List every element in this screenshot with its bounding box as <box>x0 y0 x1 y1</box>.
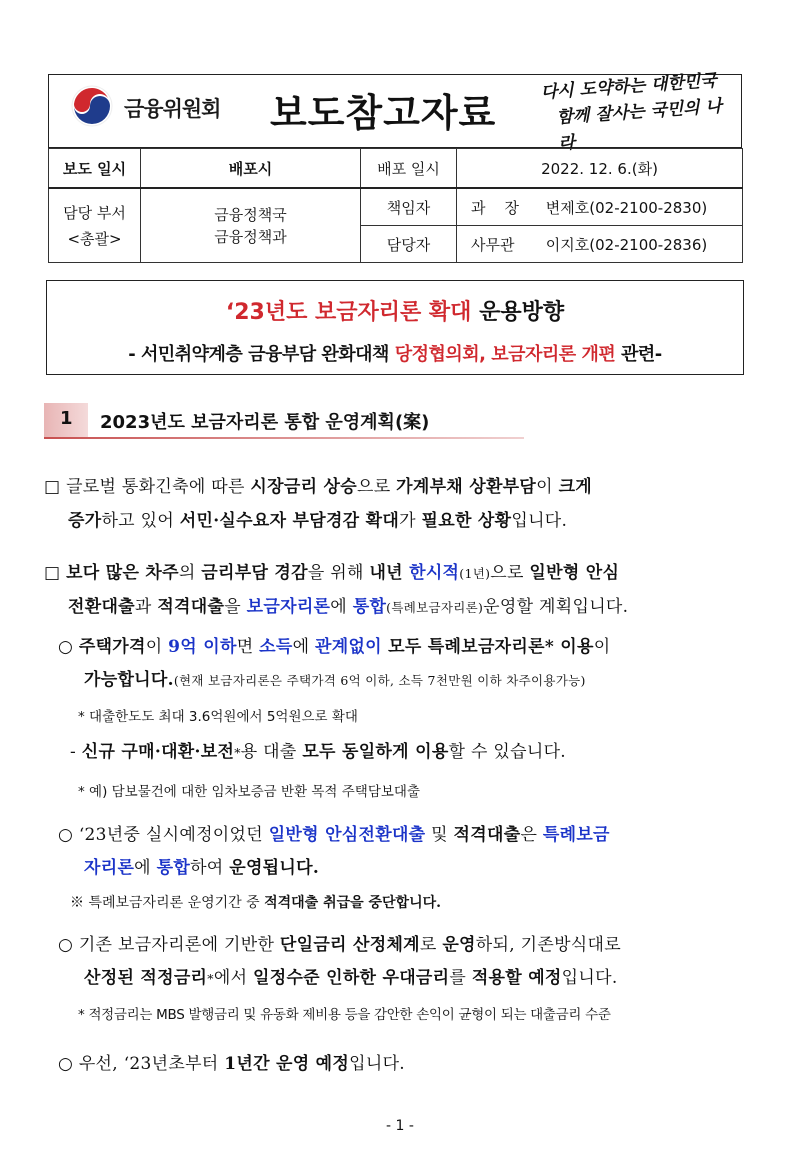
slogan-line2: 함께 잘사는 국민의 나라 <box>555 96 723 154</box>
headline-red: ‘23년도 보금자리론 확대 <box>225 300 472 325</box>
release-label: 보도 일시 <box>49 149 141 189</box>
resp-name: 변제호(02-2100-2830) <box>545 198 708 217</box>
section-underline <box>44 437 524 439</box>
para1-line2: 증가하고 있어 서민·실수요자 부담경감 확대가 필요한 상황입니다. <box>68 511 568 531</box>
subheadline-b: 관련- <box>615 344 662 365</box>
para5-note: ※ 특례보금자리론 운영기간 중 적격대출 취급을 중단합니다. <box>70 895 442 911</box>
section-title: 2023년도 보금자리론 통합 운영계획(案) <box>100 412 430 433</box>
dept-cell <box>141 188 361 263</box>
dept-line2: 금융정책과 <box>214 227 287 246</box>
dept-sub: <총괄> <box>67 229 122 248</box>
dist-value: 2022. 12. 6.(화) <box>457 149 743 189</box>
slogan-line1: 다시 도약하는 대한민국 <box>540 70 718 103</box>
para6-note: * 적정금리는 MBS 발행금리 및 유동화 제비용 등을 감안한 손익이 균형이 되는 대출금리 수준 <box>78 1007 611 1023</box>
para7-line1: ○ 우선, ‘23년초부터 1년간 운영 예정입니다. <box>58 1054 405 1074</box>
resp-label: 책임자 <box>361 188 457 226</box>
para4-line1: - 신규 구매·대환·보전*용 대출 모두 동일하게 이용할 수 있습니다. <box>70 742 566 762</box>
document-title: 보도참고자료 <box>270 91 497 135</box>
dept-label: 담당 부서 <box>63 203 126 222</box>
para4-note: * 예) 담보물건에 대한 임차보증금 반환 목적 주택담보대출 <box>78 784 420 800</box>
headline-box <box>46 280 744 375</box>
subheadline <box>47 340 743 366</box>
subheadline-red: 당정협의회, 보금자리론 개편 <box>394 344 616 365</box>
para2-line1: □ 보다 많은 차주의 금리부담 경감을 위해 내년 한시적(1년)으로 일반형 안심 <box>44 563 620 583</box>
para5-line2: 자리론에 통합하여 운영됩니다. <box>84 858 320 878</box>
para6-line2: 산정된 적정금리*에서 일정수준 인하한 우대금리를 적용할 예정입니다. <box>84 968 618 988</box>
subheadline-a: - 서민취약계층 금융부담 완화대책 <box>128 344 395 365</box>
section-number: 1 <box>60 408 73 429</box>
page-number: - 1 - <box>386 1118 414 1134</box>
resp-cell <box>457 188 743 226</box>
org-name: 금융위원회 <box>124 97 221 121</box>
para6-line1: ○ 기존 보금자리론에 기반한 단일금리 산정체계로 운영하되, 기존방식대로 <box>58 935 621 955</box>
dist-label: 배포 일시 <box>361 149 457 189</box>
contact-name: 이지호(02-2100-2836) <box>545 235 708 254</box>
contact-title: 사무관 <box>471 235 515 254</box>
para1-line1: □ 글로벌 통화긴축에 따른 시장금리 상승으로 가계부채 상환부담이 크게 <box>44 477 593 497</box>
dept-line1: 금융정책국 <box>214 205 287 224</box>
slogan <box>540 67 735 158</box>
info-table <box>48 148 743 263</box>
para3-note: * 대출한도도 최대 3.6억원에서 5억원으로 확대 <box>78 709 358 725</box>
contact-cell <box>457 226 743 263</box>
para3-line1: ○ 주택가격이 9억 이하면 소득에 관계없이 모두 특례보금자리론* 이용이 <box>58 637 611 657</box>
resp-title: 과 장 <box>471 198 520 217</box>
contact-label: 담당자 <box>361 226 457 263</box>
government-logo-icon <box>70 84 114 128</box>
release-value: 배포시 <box>141 149 361 189</box>
para3-line2: 가능합니다.(현재 보금자리론은 주택가격 6억 이하, 소득 7천만원 이하 차주이용가능) <box>84 670 586 690</box>
para2-line2: 전환대출과 적격대출을 보금자리론에 통합(특례보금자리론)운영할 계획입니다. <box>68 597 629 617</box>
para5-line1: ○ ‘23년중 실시예정이었던 일반형 안심전환대출 및 적격대출은 특례보금 <box>58 825 610 845</box>
dept-label-cell <box>49 188 141 263</box>
headline <box>47 295 743 326</box>
headline-black: 운용방향 <box>471 300 565 325</box>
